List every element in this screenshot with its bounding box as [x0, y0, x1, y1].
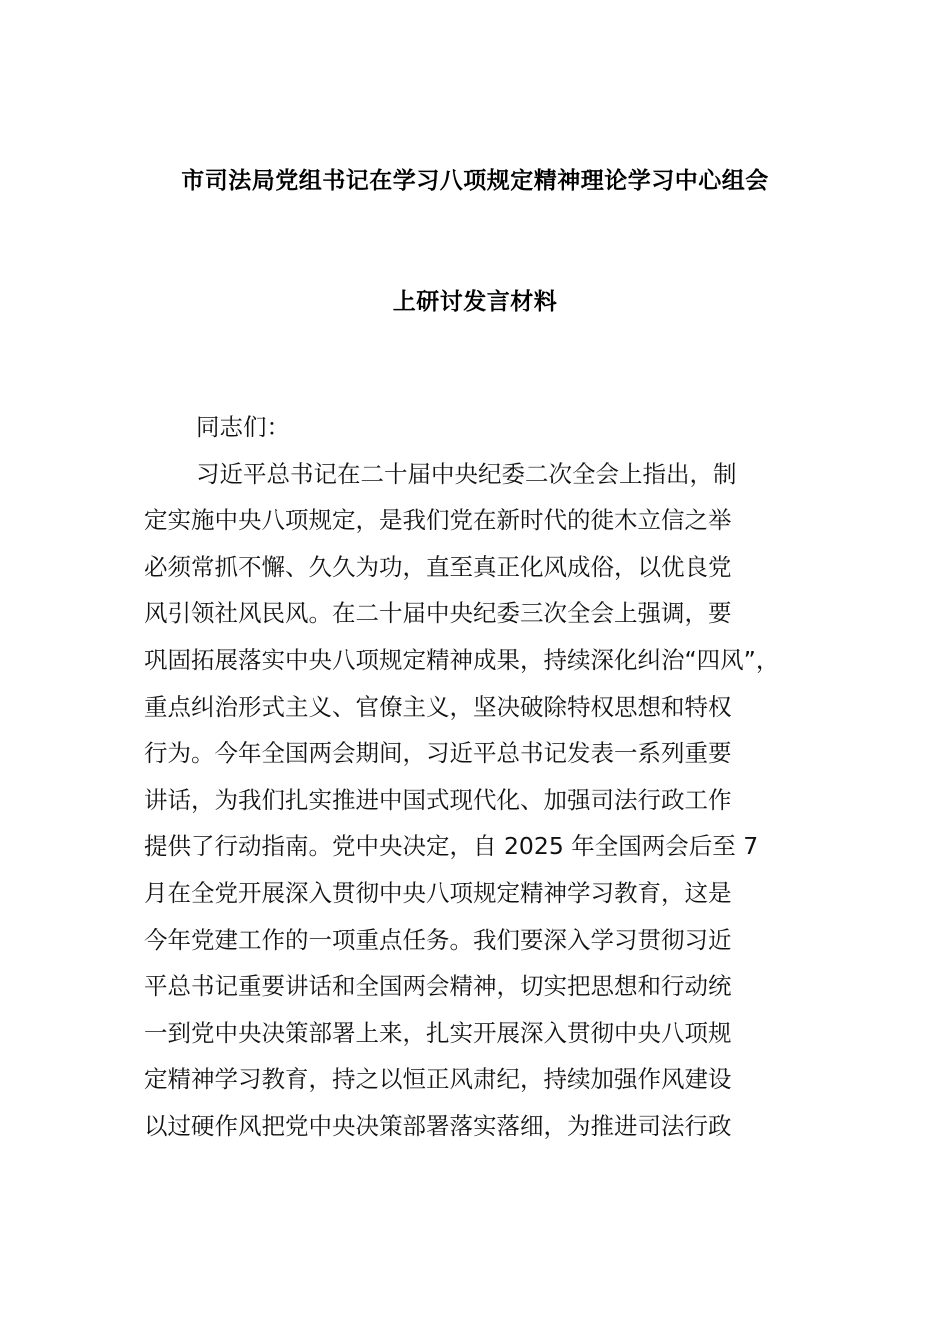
paragraph-line: 巩固拓展落实中央八项规定精神成果，持续深化纠治“四风”，: [144, 645, 780, 674]
paragraph-line: 今年党建工作的一项重点任务。我们要深入学习贯彻习近: [144, 925, 732, 954]
paragraph-line: 一到党中央决策部署上来，扎实开展深入贯彻中央八项规: [144, 1018, 732, 1047]
paragraph-line: 习近平总书记在二十届中央纪委二次全会上指出，制: [196, 459, 737, 488]
paragraph-line: 行为。今年全国两会期间，习近平总书记发表一系列重要: [144, 739, 732, 768]
paragraph-line: 重点纠治形式主义、官僚主义，坚决破除特权思想和特权: [144, 692, 732, 721]
paragraph-line: 风引领社风民风。在二十届中央纪委三次全会上强调，要: [144, 599, 732, 628]
paragraph-line: 月在全党开展深入贯彻中央八项规定精神学习教育，这是: [144, 878, 732, 907]
paragraph-line: 提供了行动指南。党中央决定，自 2025 年全国两会后至 7: [144, 832, 759, 861]
paragraph-line: 以过硬作风把党中央决策部署落实落细，为推进司法行政: [144, 1111, 732, 1140]
paragraph-line: 定精神学习教育，持之以恒正风肃纪，持续加强作风建设: [144, 1065, 732, 1094]
paragraph-line: 讲话，为我们扎实推进中国式现代化、加强司法行政工作: [144, 785, 732, 814]
paragraph-line: 平总书记重要讲话和全国两会精神，切实把思想和行动统: [144, 972, 732, 1001]
salutation: 同志们：: [196, 413, 290, 441]
paragraph-line: 必须常抓不懈、久久为功，直至真正化风成俗，以优良党: [144, 552, 732, 581]
paragraph-line: 定实施中央八项规定，是我们党在新时代的徙木立信之举: [144, 506, 732, 535]
document-title-line-1: 市司法局党组书记在学习八项规定精神理论学习中心组会: [181, 168, 769, 194]
document-body: [144, 404, 844, 1150]
document-title-line-2: 上研讨发言材料: [392, 289, 558, 315]
